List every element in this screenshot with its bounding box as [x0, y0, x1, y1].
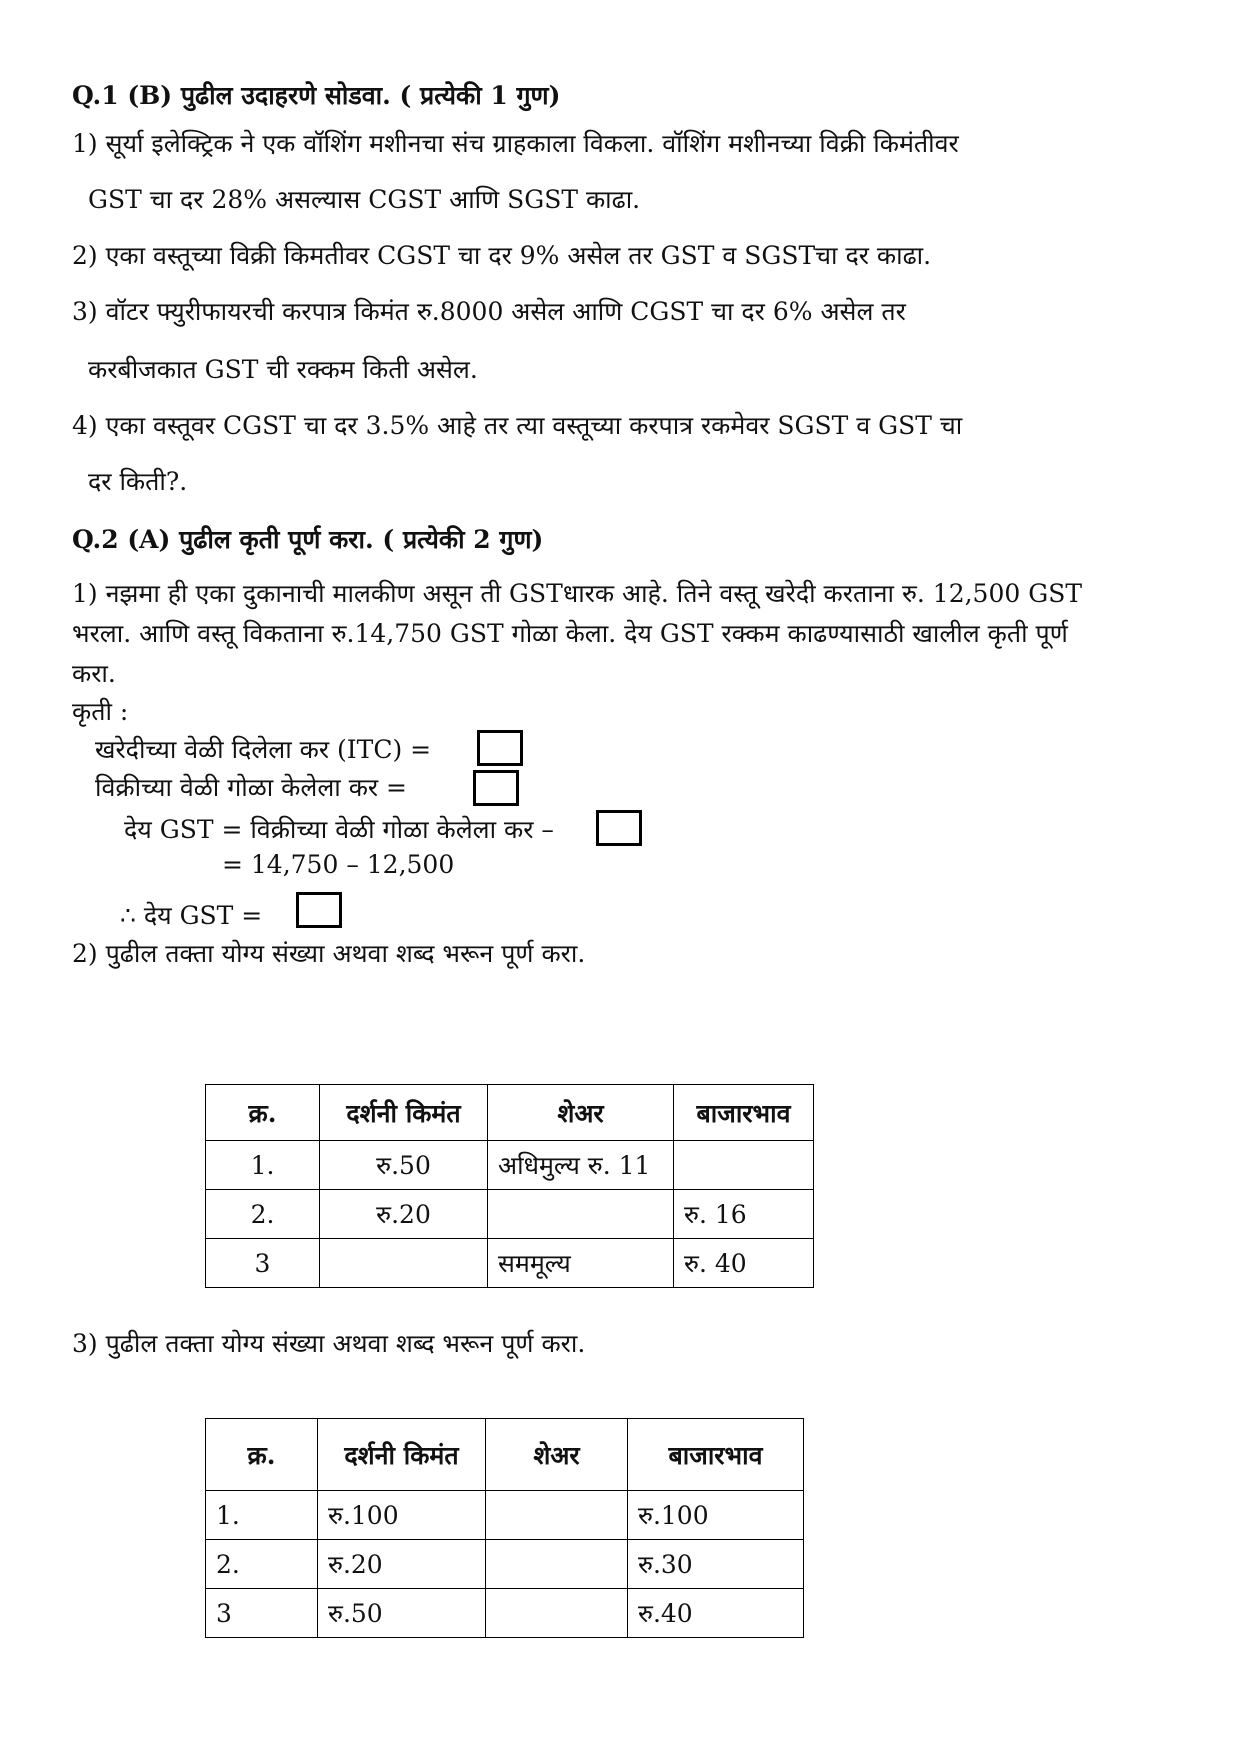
- q2-p3-title: 3) पुढील तक्ता योग्य संख्या अथवा शब्द भरून पूर्ण करा.: [72, 1329, 586, 1358]
- payable-gst-calculation: = 14,750 – 12,500: [222, 850, 455, 879]
- blank-answer-cell[interactable]: [488, 1190, 674, 1239]
- table-row: [206, 1190, 814, 1239]
- cell: 3: [206, 1239, 320, 1288]
- col-header-share: शेअर: [488, 1085, 674, 1141]
- itc-answer-box[interactable]: [477, 730, 523, 766]
- blank-answer-cell[interactable]: [486, 1589, 628, 1638]
- table-row: [206, 1540, 804, 1589]
- blank-answer-cell[interactable]: [486, 1491, 628, 1540]
- q1-item-4-line2: दर किती?.: [88, 467, 188, 496]
- blank-answer-cell[interactable]: [320, 1239, 488, 1288]
- col-header-serial: क्र.: [206, 1419, 318, 1491]
- cell: रु.50: [320, 1141, 488, 1190]
- cell: 3: [206, 1589, 318, 1638]
- itc-row-label: खरेदीच्या वेळी दिलेला कर (ITC) =: [95, 735, 432, 764]
- collected-tax-answer-box[interactable]: [473, 770, 519, 806]
- blank-answer-cell[interactable]: [486, 1540, 628, 1589]
- table-header-row: [206, 1419, 804, 1491]
- formula-answer-box[interactable]: [596, 810, 642, 846]
- cell: रु.100: [628, 1491, 804, 1540]
- cell: रु.30: [628, 1540, 804, 1589]
- cell: अधिमुल्य रु. 11: [488, 1141, 674, 1190]
- collected-tax-row-label: विक्रीच्या वेळी गोळा केलेला कर =: [95, 773, 408, 802]
- q2-heading: Q.2 (A) पुढील कृती पूर्ण करा. ( प्रत्येकी 2 गुण): [72, 525, 544, 554]
- cell: रु. 40: [674, 1239, 814, 1288]
- cell: रु. 16: [674, 1190, 814, 1239]
- cell: रु.50: [318, 1589, 486, 1638]
- q1-item-2-line1: 2) एका वस्तूच्या विक्री किमतीवर CGST चा दर 9% असेल तर GST व SGSTचा दर काढा.: [72, 241, 932, 270]
- col-header-face-value: दर्शनी किमंत: [320, 1085, 488, 1141]
- table-row: [206, 1239, 814, 1288]
- q2-p1-line1: 1) नझमा ही एका दुकानाची मालकीण असून ती GSTधारक आहे. तिने वस्तू खरेदी करताना रु. 12,500 GST: [72, 579, 1082, 608]
- col-header-market-value: बाजारभाव: [674, 1085, 814, 1141]
- cell: 2.: [206, 1190, 320, 1239]
- cell: 1.: [206, 1141, 320, 1190]
- cell: सममूल्य: [488, 1239, 674, 1288]
- q1-item-1-line1: 1) सूर्या इलेक्ट्रिक ने एक वॉशिंग मशीनचा संच ग्राहकाला विकला. वॉशिंग मशीनच्या विक्री किमंतीवर: [72, 129, 959, 158]
- col-header-market-value: बाजारभाव: [628, 1419, 804, 1491]
- q1-item-3-line1: 3) वॉटर फ्युरीफायरची करपात्र किमंत रु.8000 असेल आणि CGST चा दर 6% असेल तर: [72, 297, 906, 326]
- q1-heading: Q.1 (B) पुढील उदाहरणे सोडवा. ( प्रत्येकी 1 गुण): [72, 81, 561, 110]
- payable-gst-result-label: ∴ देय GST =: [120, 901, 263, 930]
- q1-item-4-line1: 4) एका वस्तूवर CGST चा दर 3.5% आहे तर त्या वस्तूच्या करपात्र रकमेवर SGST व GST चा: [72, 411, 963, 440]
- activity-label: कृती :: [72, 697, 129, 726]
- cell: रु.20: [320, 1190, 488, 1239]
- q1-item-3-line2: करबीजकात GST ची रक्कम किती असेल.: [88, 355, 478, 384]
- payable-gst-formula-label: देय GST = विक्रीच्या वेळी गोळा केलेला कर –: [124, 815, 554, 844]
- cell: 2.: [206, 1540, 318, 1589]
- cell: रु.40: [628, 1589, 804, 1638]
- shares-table-2: [205, 1418, 804, 1638]
- payable-gst-answer-box[interactable]: [296, 892, 342, 928]
- table-row: [206, 1491, 804, 1540]
- table-row: [206, 1589, 804, 1638]
- col-header-share: शेअर: [486, 1419, 628, 1491]
- q2-p1-line2: भरला. आणि वस्तू विकताना रु.14,750 GST गोळा केला. देय GST रक्कम काढण्यासाठी खालील कृती पूर्ण: [72, 619, 1068, 648]
- q2-p1-line3: करा.: [72, 659, 116, 688]
- blank-answer-cell[interactable]: [674, 1141, 814, 1190]
- cell: रु.100: [318, 1491, 486, 1540]
- shares-table-1: [205, 1084, 814, 1288]
- cell: रु.20: [318, 1540, 486, 1589]
- col-header-serial: क्र.: [206, 1085, 320, 1141]
- table-header-row: [206, 1085, 814, 1141]
- cell: 1.: [206, 1491, 318, 1540]
- q2-p2-title: 2) पुढील तक्ता योग्य संख्या अथवा शब्द भरून पूर्ण करा.: [72, 939, 586, 968]
- col-header-face-value: दर्शनी किमंत: [318, 1419, 486, 1491]
- table-row: [206, 1141, 814, 1190]
- q1-item-1-line2: GST चा दर 28% असल्यास CGST आणि SGST काढा.: [88, 185, 641, 214]
